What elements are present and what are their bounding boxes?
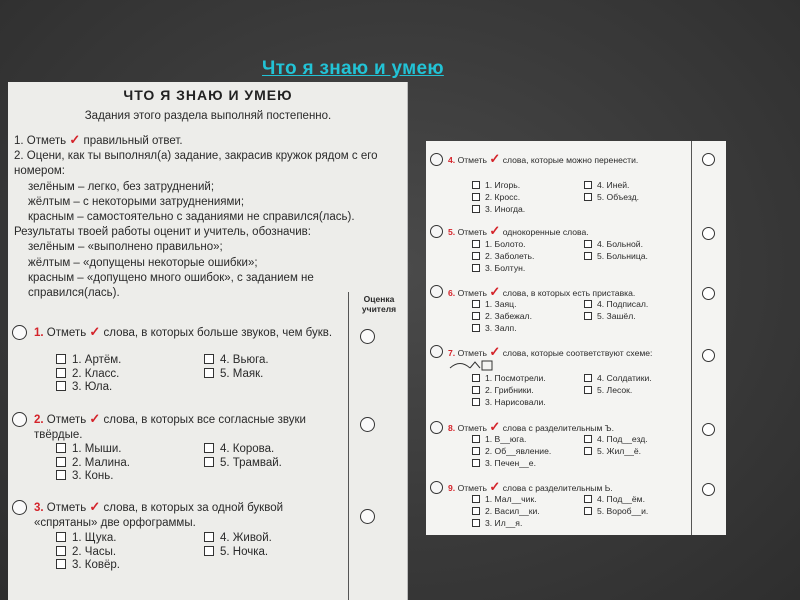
option[interactable]: 4. Больной. [584,238,643,250]
option[interactable]: 4. Иней. [584,179,629,191]
instruction-teacher-yellow: жёлтым – «допущены некоторые ошибки»; [28,256,258,269]
checkmark-icon: ✓ [489,344,501,359]
checkbox[interactable] [584,435,592,443]
checkbox[interactable] [472,300,480,308]
self-assessment-circle[interactable] [430,225,443,238]
option[interactable]: 4. Живой. [204,532,272,546]
option[interactable]: 4. Под__езд. [584,433,648,445]
option[interactable]: 5. Маяк. [204,368,263,382]
option[interactable]: 2. Кросс. [472,191,584,203]
option[interactable]: 1. Посмотрели. [472,372,584,384]
checkbox[interactable] [584,312,592,320]
task-4: 4. Отметь ✓ слова, которые можно перенести. [448,151,639,166]
checkbox[interactable] [472,435,480,443]
option[interactable]: 2. Малина. [56,457,204,471]
slide-title: Что я знаю и умею [262,58,444,79]
self-assessment-circle[interactable] [12,325,27,340]
task-9-options [472,493,648,529]
option[interactable]: 2. Забежал. [472,310,584,322]
option[interactable]: 2. Часы. [56,546,204,560]
task-5-options [472,238,648,274]
option[interactable]: 1. Игорь. [472,179,584,191]
option[interactable]: 1. Артём. [56,354,204,368]
checkbox[interactable] [472,386,480,394]
checkbox[interactable] [204,546,214,556]
checkbox[interactable] [472,312,480,320]
checkbox[interactable] [472,181,480,189]
checkbox[interactable] [584,252,592,260]
checkbox[interactable] [472,252,480,260]
option[interactable]: 3. Болтун. [472,262,584,274]
option[interactable]: 3. Конь. [56,470,204,484]
checkbox[interactable] [56,457,66,467]
checkmark-icon: ✓ [489,151,501,166]
teacher-grade-circle[interactable] [702,483,715,496]
option[interactable]: 3. Нарисовали. [472,396,584,408]
checkbox[interactable] [472,205,480,213]
option[interactable]: 5. Зашёл. [584,310,636,322]
option[interactable]: 3. Залп. [472,322,584,334]
task-3: 3. Отметь ✓ слова, в которых за одной буквой «спрятаны» две орфограммы. [34,499,284,529]
checkbox[interactable] [56,354,66,364]
checkbox[interactable] [472,374,480,382]
option[interactable]: 1. Заяц. [472,298,584,310]
instructions [14,132,404,301]
option[interactable]: 3. Иногда. [472,203,584,215]
option[interactable]: 2. Заболеть. [472,250,584,262]
teacher-grade-column [691,141,726,535]
checkbox[interactable] [584,386,592,394]
checkbox[interactable] [472,495,480,503]
option[interactable]: 2. Об__явление. [472,445,584,457]
task-2: 2. Отметь ✓ слова, в которых все согласные звуки твёрдые. [34,411,306,441]
self-assessment-circle[interactable] [430,481,443,494]
teacher-grade-label: Оценка учителя [361,294,397,314]
checkmark-icon: ✓ [489,223,501,238]
checkbox[interactable] [472,264,480,272]
instruction-green: зелёным – легко, без затруднений; [28,180,215,193]
checkbox[interactable] [204,368,214,378]
page-subtitle: Задания этого раздела выполняй постепенно. [84,110,332,122]
self-assessment-circle[interactable] [430,153,443,166]
checkbox[interactable] [584,447,592,455]
checkbox[interactable] [472,193,480,201]
page-title: ЧТО Я ЗНАЮ И УМЕЮ [123,87,293,103]
checkbox[interactable] [584,300,592,308]
checkbox[interactable] [56,368,66,378]
option[interactable]: 5. Ночка. [204,546,268,560]
option[interactable]: 4. Корова. [204,443,274,457]
textbook-page-left [8,82,408,600]
checkbox[interactable] [204,457,214,467]
checkbox[interactable] [584,374,592,382]
task-5: 5. Отметь ✓ однокоренные слова. [448,223,589,238]
checkbox[interactable] [472,459,480,467]
option[interactable]: 1. В__юга. [472,433,584,445]
task-1-options [56,354,269,395]
option[interactable]: 1. Мыши. [56,443,204,457]
task-7-options [472,372,652,408]
checkmark-icon: ✓ [89,324,101,339]
option[interactable]: 3. Ил__я. [472,517,584,529]
teacher-grade-circle[interactable] [702,153,715,166]
instruction-teacher: Результаты твоей работы оценит и учитель, обозначив: [14,226,311,239]
checkmark-icon: ✓ [489,479,501,494]
checkbox[interactable] [472,324,480,332]
task-8-options [472,433,648,469]
instruction-yellow: жёлтым – с некоторыми затруднениями; [28,195,245,208]
checkbox[interactable] [584,181,592,189]
task-9: 9. Отметь ✓ слова с разделительным Ь. [448,479,613,494]
instruction-2: 2. Оцени, как ты выполнял(а) задание, закрасив кружок рядом с его номером: [14,150,378,178]
option[interactable]: 1. Щука. [56,532,204,546]
task-3-options [56,532,272,573]
option[interactable]: 5. Жил__ё. [584,445,641,457]
option[interactable]: 4. Подписал. [584,298,648,310]
option[interactable]: 2. Васил__ки. [472,505,584,517]
teacher-grade-circle[interactable] [360,509,375,524]
checkbox[interactable] [56,546,66,556]
option[interactable]: 3. Печен__е. [472,457,584,469]
teacher-grade-circle[interactable] [702,349,715,362]
teacher-grade-column [348,292,408,600]
checkbox[interactable] [472,398,480,406]
checkbox[interactable] [56,443,66,453]
teacher-grade-circle[interactable] [360,417,375,432]
checkbox[interactable] [472,240,480,248]
instruction-red: красным – самостоятельно с заданиями не справился(лась). [28,211,355,224]
task-1: 1. Отметь ✓ слова, в которых больше звуков, чем букв. [34,324,333,339]
option[interactable]: 5. Лесок. [584,384,632,396]
option[interactable]: 4. Под__ём. [584,493,645,505]
option[interactable]: 4. Вьюга. [204,354,269,368]
checkbox[interactable] [584,507,592,515]
option[interactable]: 2. Грибники. [472,384,584,396]
instruction-1: 1. Отметь ✓ правильный ответ. [14,132,183,147]
option[interactable]: 1. Болото. [472,238,584,250]
task-4-options [472,179,639,215]
option[interactable]: 5. Трамвай. [204,457,282,471]
checkbox[interactable] [584,240,592,248]
option[interactable]: 5. Больница. [584,250,648,262]
option[interactable]: 1. Мал__чик. [472,493,584,505]
instruction-teacher-green: зелёным – «выполнено правильно»; [28,241,223,254]
option[interactable]: 5. Объезд. [584,191,639,203]
teacher-grade-circle[interactable] [360,329,375,344]
checkbox[interactable] [472,507,480,515]
task-6-options [472,298,648,334]
checkmark-icon: ✓ [89,499,101,514]
checkbox[interactable] [56,559,66,569]
task-7: 7. Отметь ✓ слова, которые соответствуют схеме: [448,346,688,372]
self-assessment-circle[interactable] [12,500,27,515]
checkbox[interactable] [56,532,66,542]
checkbox[interactable] [584,495,592,503]
option[interactable]: 2. Класс. [56,368,204,382]
checkbox[interactable] [584,193,592,201]
checkbox[interactable] [56,470,66,480]
option[interactable]: 5. Вороб__и. [584,505,648,517]
self-assessment-circle[interactable] [430,421,443,434]
task-8: 8. Отметь ✓ слова с разделительным Ъ. [448,419,614,434]
checkbox[interactable] [204,354,214,364]
checkbox[interactable] [472,447,480,455]
task-6: 6. Отметь ✓ слова, в которых есть приставка. [448,284,636,299]
checkbox[interactable] [204,443,214,453]
checkbox[interactable] [472,519,480,527]
textbook-page-right [426,141,726,535]
checkmark-icon: ✓ [89,411,101,426]
teacher-grade-circle[interactable] [702,287,715,300]
checkmark-icon: ✓ [69,132,81,147]
self-assessment-circle[interactable] [12,412,27,427]
self-assessment-circle[interactable] [430,345,443,358]
checkmark-icon: ✓ [489,419,501,434]
word-scheme-diagram [448,359,494,371]
option[interactable]: 4. Солдатики. [584,372,652,384]
self-assessment-circle[interactable] [430,285,443,298]
option[interactable]: 3. Ковёр. [56,559,204,573]
task-2-options [56,443,282,484]
teacher-grade-circle[interactable] [702,227,715,240]
checkbox[interactable] [56,381,66,391]
checkbox[interactable] [204,532,214,542]
teacher-grade-circle[interactable] [702,423,715,436]
option[interactable]: 3. Юла. [56,381,204,395]
checkmark-icon: ✓ [489,284,501,299]
instruction-teacher-red: красным – «допущено много ошибок», с заданием не справился(лась). [28,271,314,300]
